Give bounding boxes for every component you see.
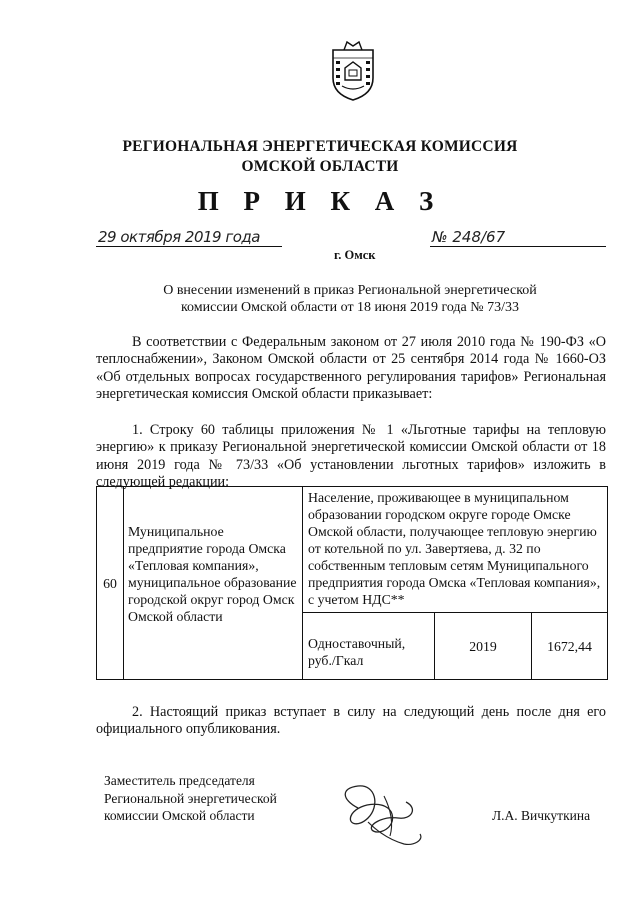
number-underline bbox=[430, 246, 606, 247]
tariff-table bbox=[96, 486, 608, 680]
date-underline bbox=[96, 246, 282, 247]
tariff-value-cell: 1672,44 bbox=[532, 613, 608, 680]
signatory-position-line: Региональной энергетической bbox=[104, 790, 277, 806]
signatory-name: Л.А. Вичкуткина bbox=[492, 808, 591, 823]
year-cell: 2019 bbox=[435, 613, 532, 680]
order-subject: О внесении изменений в приказ Региональной энергетической комиссии Омской области от 18 июня 2019 года № 73/33 bbox=[163, 283, 537, 315]
item-2-paragraph: 2. Настоящий приказ вступает в силу на следующий день после дня его официального опубликования. bbox=[96, 704, 606, 738]
consumer-description-cell: Население, проживающее в муниципальном образовании городском округе городе Омске Омской области, получающее тепловую энергию от котельной по ул. Завертяева, д. 32 по собственным тепловым сетям Муниципального предприятия города Омска «Тепловая компания», с учетом НДС** bbox=[303, 487, 608, 613]
organization-name-line2: ОМСКОЙ ОБЛАСТИ bbox=[241, 158, 399, 175]
item-1-paragraph: 1. Строку 60 таблицы приложения № 1 «Льготные тарифы на тепловую энергию» к приказу Региональной энергетической комиссии Омской области от 18 июня 2019 года № 73/33 «Об установлении льготных тарифов» изложить в следующей редакции: bbox=[96, 422, 606, 491]
organization-cell: Муниципальное предприятие города Омска «Тепловая компания», муниципальное образование городской округ город Омск Омской области bbox=[124, 487, 303, 680]
organization-name-line1: РЕГИОНАЛЬНАЯ ЭНЕРГЕТИЧЕСКАЯ КОМИССИЯ bbox=[122, 138, 518, 155]
row-number-cell: 60 bbox=[97, 487, 124, 680]
city-label: г. Омск bbox=[334, 248, 376, 262]
coat-of-arms-emblem bbox=[330, 40, 376, 102]
tariff-type-cell: Одноставочный, руб./Гкал bbox=[303, 613, 435, 680]
handwritten-signature bbox=[328, 778, 440, 852]
handwritten-order-number: № 248/67 bbox=[432, 228, 506, 246]
signatory-position-line: комиссии Омской области bbox=[104, 808, 255, 823]
signatory-position bbox=[104, 772, 277, 825]
document-title: П Р И К А З bbox=[197, 186, 443, 216]
signatory-position-line: Заместитель председателя bbox=[104, 773, 255, 788]
handwritten-date: 29 октября 2019 года bbox=[98, 228, 260, 246]
table-row bbox=[97, 487, 608, 613]
preamble-paragraph: В соответствии с Федеральным законом от 27 июля 2010 года № 190-ФЗ «О теплоснабжении», Законом Омской области от 25 сентября 2014 года № 1660-ОЗ «Об отдельных вопросах государственного регулирования тарифов» Региональная энергетическая комиссия Омской области приказывает: bbox=[96, 334, 606, 403]
